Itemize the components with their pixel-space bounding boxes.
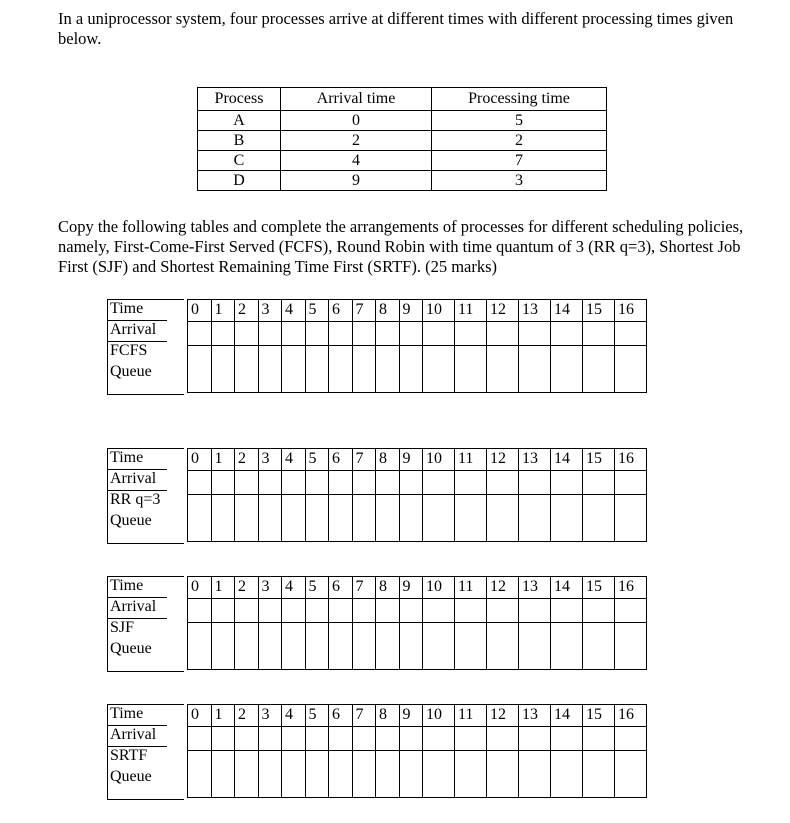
blank-cell xyxy=(282,471,306,495)
blank-cell xyxy=(551,495,583,542)
blank-cell xyxy=(282,727,306,751)
blank-cell xyxy=(352,471,376,495)
blank-cell xyxy=(235,623,259,670)
arrival-time: 4 xyxy=(281,151,432,171)
blank-cell xyxy=(211,751,235,798)
blank-cell xyxy=(258,599,282,623)
blank-cell xyxy=(188,599,212,623)
blank-cell xyxy=(399,346,423,393)
time-slot: 5 xyxy=(305,577,329,599)
blank-cell xyxy=(455,727,487,751)
time-slot: 16 xyxy=(615,577,647,599)
blank-cell xyxy=(487,623,519,670)
blank-cell xyxy=(376,346,400,393)
time-slot: 3 xyxy=(258,577,282,599)
blank-cell xyxy=(305,471,329,495)
time-grid xyxy=(187,576,647,670)
blank-cell xyxy=(211,346,235,393)
blank-cell xyxy=(376,322,400,346)
blank-cell xyxy=(329,623,353,670)
blank-cell xyxy=(583,322,615,346)
label-divider xyxy=(107,490,167,491)
time-slot: 11 xyxy=(455,300,487,322)
blank-cell xyxy=(423,623,455,670)
queue-row-label: Queue xyxy=(110,640,152,657)
arrival-row-label: Arrival xyxy=(110,598,157,615)
blank-cell xyxy=(399,471,423,495)
time-slot: 1 xyxy=(211,449,235,471)
blank-cell xyxy=(423,751,455,798)
time-slot: 16 xyxy=(615,300,647,322)
arrival-row xyxy=(188,727,647,751)
blank-cell xyxy=(305,599,329,623)
blank-cell xyxy=(423,727,455,751)
processing-time: 7 xyxy=(432,151,607,171)
time-slot: 14 xyxy=(551,705,583,727)
time-slot: 2 xyxy=(235,705,259,727)
blank-cell xyxy=(258,471,282,495)
blank-cell xyxy=(211,599,235,623)
blank-cell xyxy=(352,599,376,623)
blank-cell xyxy=(519,623,551,670)
blank-cell xyxy=(551,322,583,346)
processing-time: 2 xyxy=(432,131,607,151)
blank-cell xyxy=(376,471,400,495)
queue-row xyxy=(188,346,647,393)
time-slot: 16 xyxy=(615,705,647,727)
blank-cell xyxy=(329,751,353,798)
time-row-label: Time xyxy=(110,705,144,722)
queue-row-label: Queue xyxy=(110,363,152,380)
time-slot: 6 xyxy=(329,300,353,322)
blank-cell xyxy=(188,727,212,751)
blank-cell xyxy=(583,727,615,751)
blank-cell xyxy=(235,346,259,393)
arrival-row xyxy=(188,471,647,495)
table-row xyxy=(198,131,607,151)
blank-cell xyxy=(235,495,259,542)
blank-cell xyxy=(487,495,519,542)
arrival-row xyxy=(188,599,647,623)
blank-cell xyxy=(615,346,647,393)
queue-row xyxy=(188,623,647,670)
time-slot: 6 xyxy=(329,449,353,471)
blank-cell xyxy=(352,495,376,542)
time-header-row xyxy=(188,577,647,599)
blank-cell xyxy=(423,471,455,495)
time-header-row xyxy=(188,300,647,322)
arrival-time: 9 xyxy=(281,171,432,191)
time-slot: 3 xyxy=(258,300,282,322)
blank-cell xyxy=(551,346,583,393)
label-divider xyxy=(107,469,167,470)
blank-cell xyxy=(615,471,647,495)
blank-cell xyxy=(188,346,212,393)
time-slot: 15 xyxy=(583,577,615,599)
blank-cell xyxy=(258,495,282,542)
blank-cell xyxy=(188,495,212,542)
time-row-label: Time xyxy=(110,449,144,466)
time-slot: 8 xyxy=(376,577,400,599)
queue-row-label: Queue xyxy=(110,768,152,785)
blank-cell xyxy=(583,471,615,495)
time-slot: 12 xyxy=(487,449,519,471)
time-header-row xyxy=(188,449,647,471)
blank-cell xyxy=(455,623,487,670)
time-slot: 11 xyxy=(455,449,487,471)
time-slot: 9 xyxy=(399,577,423,599)
time-slot: 7 xyxy=(352,577,376,599)
queue-row-label: Queue xyxy=(110,512,152,529)
blank-cell xyxy=(487,346,519,393)
blank-cell xyxy=(282,495,306,542)
blank-cell xyxy=(615,751,647,798)
blank-cell xyxy=(235,599,259,623)
blank-cell xyxy=(423,495,455,542)
blank-cell xyxy=(188,751,212,798)
time-slot: 5 xyxy=(305,705,329,727)
blank-cell xyxy=(329,346,353,393)
blank-cell xyxy=(551,471,583,495)
time-row-label: Time xyxy=(110,300,144,317)
blank-cell xyxy=(235,751,259,798)
header-arrival-time: Arrival time xyxy=(281,88,432,111)
blank-cell xyxy=(235,471,259,495)
time-slot: 12 xyxy=(487,300,519,322)
process-table xyxy=(197,87,607,191)
arrival-row xyxy=(188,322,647,346)
time-slot: 15 xyxy=(583,449,615,471)
time-grid xyxy=(187,448,647,542)
time-slot: 6 xyxy=(329,577,353,599)
blank-cell xyxy=(399,599,423,623)
blank-cell xyxy=(211,471,235,495)
arrival-row-label: Arrival xyxy=(110,321,157,338)
process-name: A xyxy=(198,111,281,131)
blank-cell xyxy=(188,471,212,495)
time-slot: 14 xyxy=(551,577,583,599)
time-slot: 14 xyxy=(551,449,583,471)
time-slot: 0 xyxy=(188,705,212,727)
header-processing-time: Processing time xyxy=(432,88,607,111)
blank-cell xyxy=(352,623,376,670)
blank-cell xyxy=(551,623,583,670)
blank-cell xyxy=(305,495,329,542)
blank-cell xyxy=(423,322,455,346)
time-slot: 16 xyxy=(615,449,647,471)
time-slot: 8 xyxy=(376,300,400,322)
blank-cell xyxy=(305,322,329,346)
time-slot: 13 xyxy=(519,449,551,471)
blank-cell xyxy=(455,599,487,623)
blank-cell xyxy=(305,623,329,670)
blank-cell xyxy=(282,623,306,670)
time-slot: 11 xyxy=(455,577,487,599)
blank-cell xyxy=(329,599,353,623)
time-slot: 12 xyxy=(487,705,519,727)
blank-cell xyxy=(583,346,615,393)
blank-cell xyxy=(519,599,551,623)
blank-cell xyxy=(423,346,455,393)
table-row xyxy=(198,151,607,171)
time-slot: 1 xyxy=(211,300,235,322)
blank-cell xyxy=(235,322,259,346)
blank-cell xyxy=(487,751,519,798)
process-name: B xyxy=(198,131,281,151)
time-slot: 2 xyxy=(235,300,259,322)
blank-cell xyxy=(188,623,212,670)
blank-cell xyxy=(376,599,400,623)
intro-paragraph: In a uniprocessor system, four processes arrive at different times with different processing times given below. xyxy=(58,9,734,48)
time-slot: 2 xyxy=(235,577,259,599)
blank-cell xyxy=(519,727,551,751)
processing-time: 3 xyxy=(432,171,607,191)
time-slot: 4 xyxy=(282,300,306,322)
blank-cell xyxy=(487,727,519,751)
time-slot: 0 xyxy=(188,577,212,599)
blank-cell xyxy=(551,727,583,751)
blank-cell xyxy=(258,623,282,670)
label-divider xyxy=(107,341,167,342)
time-slot: 10 xyxy=(423,705,455,727)
blank-cell xyxy=(455,346,487,393)
time-slot: 9 xyxy=(399,300,423,322)
blank-cell xyxy=(305,751,329,798)
time-slot: 1 xyxy=(211,577,235,599)
blank-cell xyxy=(583,623,615,670)
blank-cell xyxy=(615,495,647,542)
policy-row-label: FCFS xyxy=(110,342,148,359)
blank-cell xyxy=(258,727,282,751)
time-slot: 8 xyxy=(376,449,400,471)
time-slot: 1 xyxy=(211,705,235,727)
blank-cell xyxy=(352,322,376,346)
blank-cell xyxy=(282,322,306,346)
blank-cell xyxy=(399,322,423,346)
label-divider xyxy=(107,597,167,598)
time-slot: 7 xyxy=(352,705,376,727)
time-slot: 10 xyxy=(423,577,455,599)
time-slot: 8 xyxy=(376,705,400,727)
time-slot: 13 xyxy=(519,577,551,599)
time-slot: 2 xyxy=(235,449,259,471)
blank-cell xyxy=(455,751,487,798)
process-name: D xyxy=(198,171,281,191)
time-slot: 0 xyxy=(188,449,212,471)
table-row xyxy=(198,171,607,191)
blank-cell xyxy=(519,751,551,798)
blank-cell xyxy=(376,623,400,670)
time-slot: 9 xyxy=(399,705,423,727)
header-process: Process xyxy=(198,88,281,111)
blank-cell xyxy=(487,599,519,623)
blank-cell xyxy=(211,322,235,346)
blank-cell xyxy=(258,751,282,798)
blank-cell xyxy=(399,623,423,670)
time-slot: 15 xyxy=(583,705,615,727)
blank-cell xyxy=(519,346,551,393)
blank-cell xyxy=(519,495,551,542)
blank-cell xyxy=(258,322,282,346)
time-slot: 10 xyxy=(423,449,455,471)
time-slot: 12 xyxy=(487,577,519,599)
arrival-row-label: Arrival xyxy=(110,726,157,743)
blank-cell xyxy=(329,471,353,495)
instructions-paragraph: Copy the following tables and complete the arrangements of processes for different scheduling policies, namely, First-Come-First Served (FCFS), Round Robin with time quantum of 3 (RR q=3), Shortest Job First (SJF) and Shortest Remaining Time First (SRTF). (25 marks) xyxy=(58,217,744,276)
time-slot: 15 xyxy=(583,300,615,322)
arrival-time: 0 xyxy=(281,111,432,131)
blank-cell xyxy=(282,751,306,798)
blank-cell xyxy=(551,599,583,623)
time-slot: 4 xyxy=(282,449,306,471)
blank-cell xyxy=(487,322,519,346)
policy-row-label: SRTF xyxy=(110,747,148,764)
blank-cell xyxy=(305,727,329,751)
time-header-row xyxy=(188,705,647,727)
time-slot: 5 xyxy=(305,300,329,322)
blank-cell xyxy=(455,471,487,495)
time-slot: 4 xyxy=(282,705,306,727)
time-slot: 4 xyxy=(282,577,306,599)
time-slot: 3 xyxy=(258,705,282,727)
time-slot: 3 xyxy=(258,449,282,471)
blank-cell xyxy=(305,346,329,393)
blank-cell xyxy=(211,727,235,751)
blank-cell xyxy=(399,727,423,751)
time-slot: 7 xyxy=(352,300,376,322)
blank-cell xyxy=(583,751,615,798)
blank-cell xyxy=(352,751,376,798)
time-grid xyxy=(187,299,647,393)
blank-cell xyxy=(615,727,647,751)
time-slot: 5 xyxy=(305,449,329,471)
label-divider xyxy=(107,725,167,726)
label-divider xyxy=(107,618,167,619)
blank-cell xyxy=(329,727,353,751)
time-grid xyxy=(187,704,647,798)
processing-time: 5 xyxy=(432,111,607,131)
blank-cell xyxy=(211,495,235,542)
blank-cell xyxy=(399,495,423,542)
blank-cell xyxy=(282,599,306,623)
blank-cell xyxy=(615,322,647,346)
process-name: C xyxy=(198,151,281,171)
label-divider xyxy=(107,320,167,321)
blank-cell xyxy=(519,322,551,346)
blank-cell xyxy=(376,751,400,798)
blank-cell xyxy=(211,623,235,670)
blank-cell xyxy=(455,322,487,346)
time-row-label: Time xyxy=(110,577,144,594)
table-row xyxy=(198,111,607,131)
queue-row xyxy=(188,495,647,542)
blank-cell xyxy=(329,495,353,542)
time-slot: 13 xyxy=(519,300,551,322)
blank-cell xyxy=(615,623,647,670)
time-slot: 0 xyxy=(188,300,212,322)
policy-row-label: SJF xyxy=(110,619,135,636)
queue-row xyxy=(188,751,647,798)
blank-cell xyxy=(519,471,551,495)
blank-cell xyxy=(551,751,583,798)
blank-cell xyxy=(487,471,519,495)
time-slot: 7 xyxy=(352,449,376,471)
blank-cell xyxy=(258,346,282,393)
time-slot: 10 xyxy=(423,300,455,322)
blank-cell xyxy=(455,495,487,542)
blank-cell xyxy=(615,599,647,623)
blank-cell xyxy=(376,495,400,542)
blank-cell xyxy=(352,727,376,751)
time-slot: 9 xyxy=(399,449,423,471)
blank-cell xyxy=(583,495,615,542)
time-slot: 11 xyxy=(455,705,487,727)
policy-row-label: RR q=3 xyxy=(110,491,161,508)
arrival-time: 2 xyxy=(281,131,432,151)
time-slot: 6 xyxy=(329,705,353,727)
label-divider xyxy=(107,746,167,747)
blank-cell xyxy=(376,727,400,751)
time-slot: 14 xyxy=(551,300,583,322)
time-slot: 13 xyxy=(519,705,551,727)
blank-cell xyxy=(399,751,423,798)
blank-cell xyxy=(352,346,376,393)
blank-cell xyxy=(188,322,212,346)
blank-cell xyxy=(235,727,259,751)
blank-cell xyxy=(423,599,455,623)
blank-cell xyxy=(329,322,353,346)
blank-cell xyxy=(282,346,306,393)
blank-cell xyxy=(583,599,615,623)
process-table-header xyxy=(198,88,607,111)
arrival-row-label: Arrival xyxy=(110,470,157,487)
